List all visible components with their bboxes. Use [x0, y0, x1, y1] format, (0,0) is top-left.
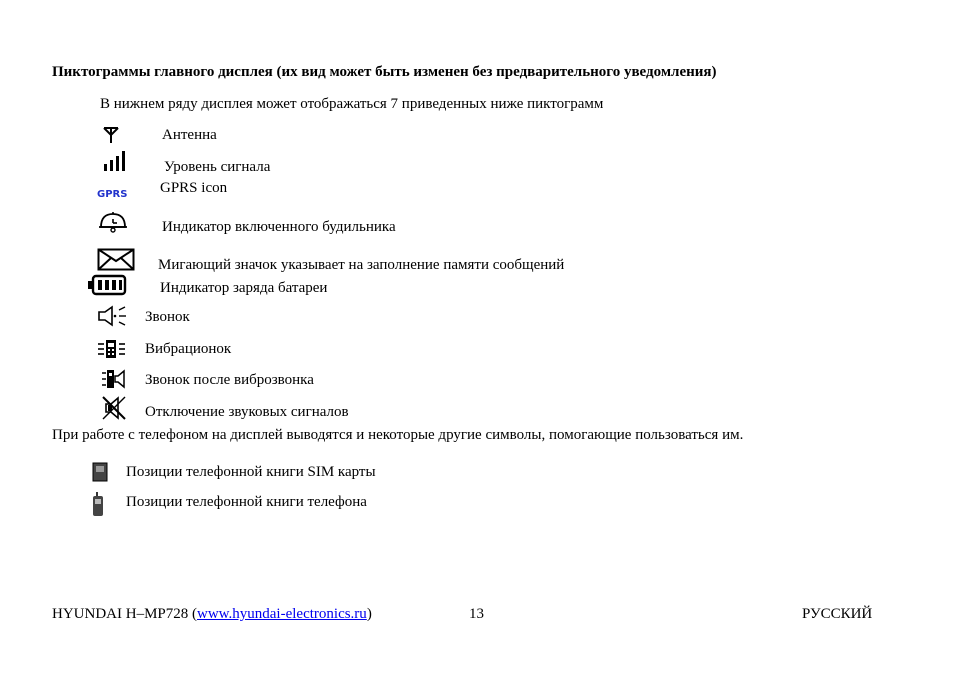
vibrate-icon [97, 339, 127, 359]
icon-label-mute: Отключение звуковых сигналов [145, 404, 349, 420]
icon-label-vibrate-ring: Звонок после виброзвонка [145, 372, 314, 388]
ring-speaker-icon [97, 305, 129, 327]
antenna-icon [102, 126, 120, 144]
icon-label-ring: Звонок [145, 309, 190, 325]
envelope-icon [97, 248, 135, 272]
battery-icon [87, 274, 127, 296]
icon-label-battery: Индикатор заряда батареи [160, 280, 328, 296]
sim-card-icon [92, 462, 108, 482]
phonebook-label-phone: Позиции телефонной книги телефона [126, 494, 367, 510]
alarm-clock-icon [98, 211, 128, 233]
icon-label-alarm: Индикатор включенного будильника [162, 219, 396, 235]
page-heading: Пиктограммы главного дисплея (их вид может быть изменен без предварительного уведомления) [52, 64, 717, 80]
gprs-icon: GPRS [97, 189, 128, 200]
footer-brand-close: ) [366, 606, 372, 622]
footer-website-link[interactable]: www.hyundai-electronics.ru [197, 606, 367, 622]
page-number: 13 [469, 606, 484, 622]
icon-label-envelope: Мигающий значок указывает на заполнение памяти сообщений [158, 257, 565, 273]
icon-label-signal: Уровень сигнала [164, 159, 271, 175]
footer-brand-text: HYUNDAI H–MP728 ( [52, 606, 197, 622]
icon-label-antenna: Антенна [162, 127, 217, 143]
mute-icon [101, 395, 127, 421]
vibrate-then-ring-icon [101, 369, 127, 389]
phonebook-label-sim: Позиции телефонной книги SIM карты [126, 464, 376, 480]
signal-level-icon [103, 150, 127, 172]
icon-label-gprs: GPRS icon [160, 180, 228, 196]
icon-label-vibrate: Вибрационок [145, 341, 232, 357]
phone-icon [91, 491, 105, 517]
other-symbols-text: При работе с телефоном на дисплей выводятся и некоторые другие символы, помогающие пользоваться им. [52, 427, 744, 443]
footer-language: РУССКИЙ [802, 606, 873, 622]
intro-text: В нижнем ряду дисплея может отображаться 7 приведенных ниже пиктограмм [100, 96, 604, 112]
footer-brand [52, 605, 372, 623]
